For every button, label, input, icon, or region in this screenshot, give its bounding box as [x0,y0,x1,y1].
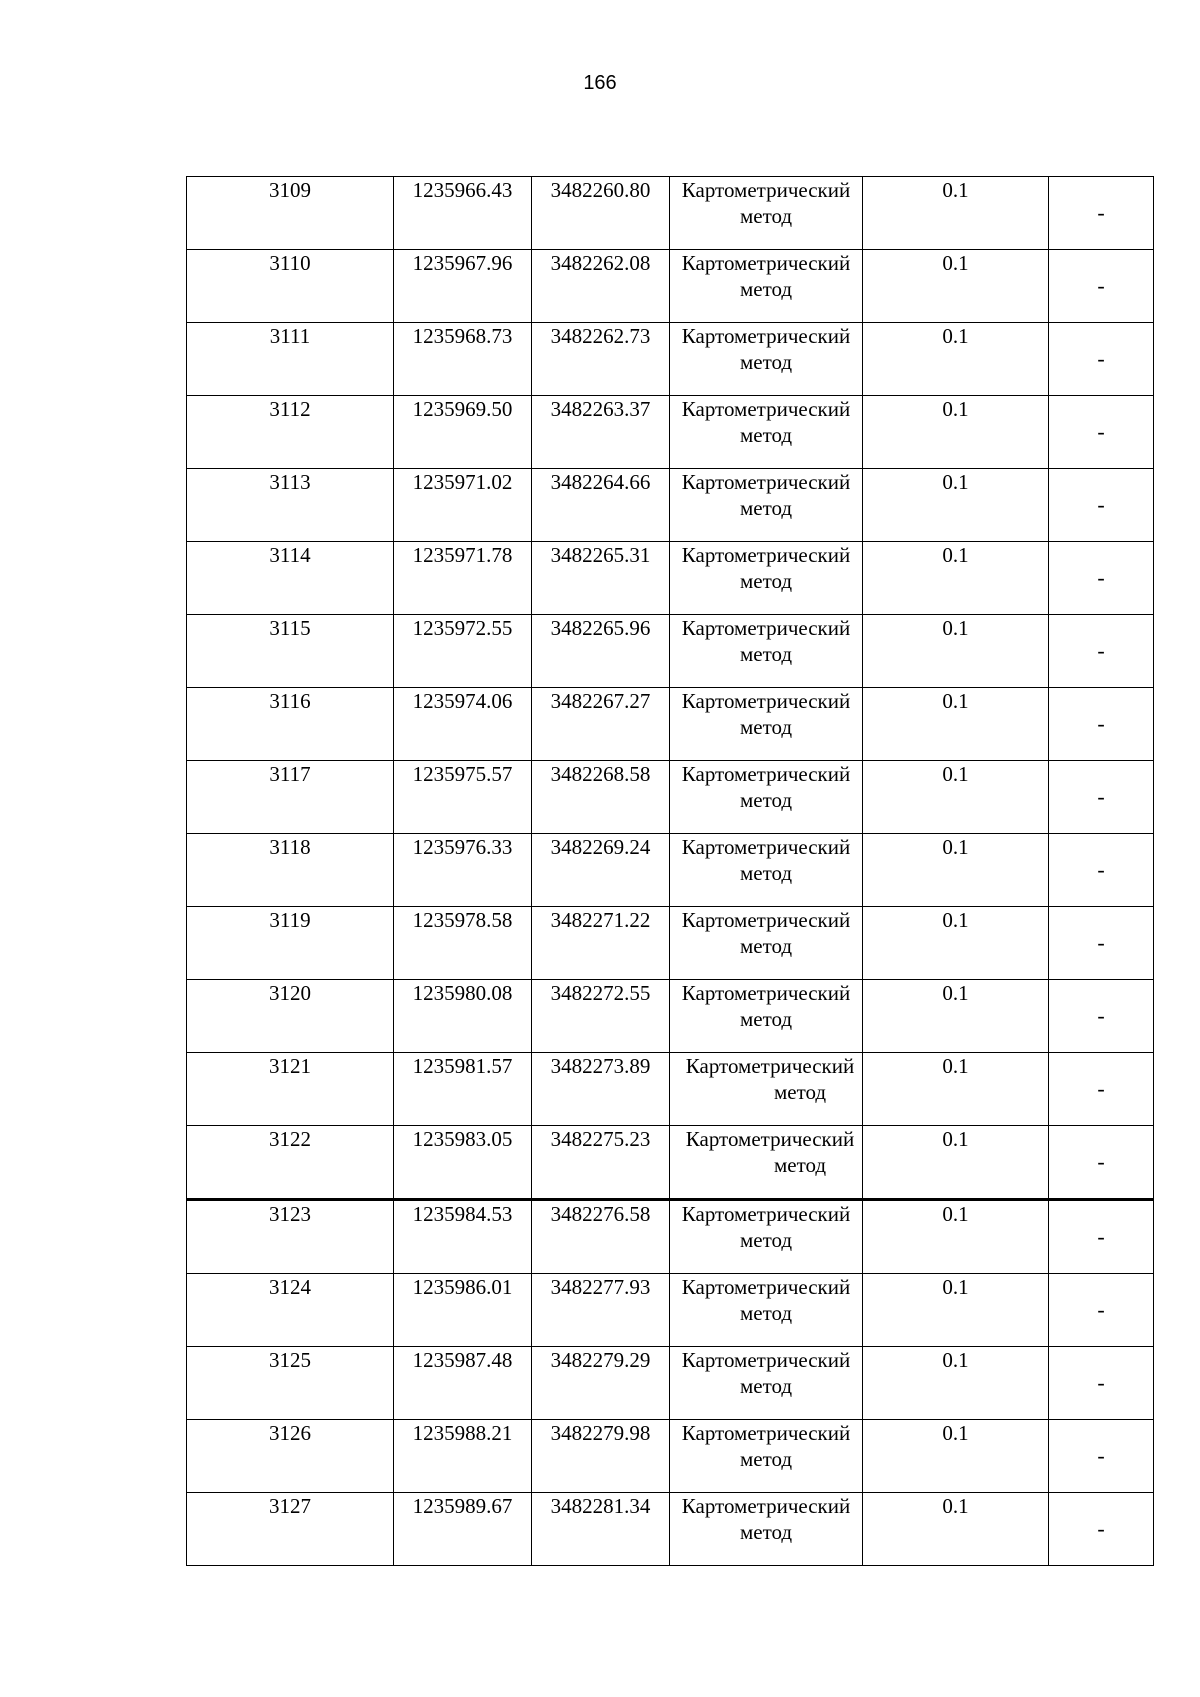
y-coordinate-cell: 3482262.08 [532,250,670,323]
accuracy-cell: 0.1 [863,177,1049,250]
accuracy-cell: 0.1 [863,1274,1049,1347]
method-cell [670,1200,863,1274]
method-line-2: метод [739,204,793,228]
point-number-cell: 3118 [187,834,394,907]
method-line-1: Картометрический [681,762,851,786]
point-number-cell: 3122 [187,1126,394,1200]
point-number-cell: 3125 [187,1347,394,1420]
description-cell: - [1049,980,1154,1053]
y-coordinate-cell: 3482265.31 [532,542,670,615]
method-cell [670,1493,863,1566]
method-line-1: Картометрический [681,689,851,713]
point-number-cell: 3111 [187,323,394,396]
accuracy-cell: 0.1 [863,1493,1049,1566]
point-number-cell: 3113 [187,469,394,542]
accuracy-cell: 0.1 [863,469,1049,542]
y-coordinate-cell: 3482275.23 [532,1126,670,1200]
method-cell [670,761,863,834]
description-cell: - [1049,761,1154,834]
method-line-1: Картометрический [685,1054,855,1078]
x-coordinate-cell: 1235967.96 [394,250,532,323]
description-cell: - [1049,907,1154,980]
method-cell [670,469,863,542]
table-row [187,615,1154,688]
method-line-1: Картометрический [681,470,851,494]
method-cell [670,177,863,250]
y-coordinate-cell: 3482272.55 [532,980,670,1053]
table-row [187,323,1154,396]
coordinates-table-body [187,177,1154,1566]
accuracy-cell: 0.1 [863,1347,1049,1420]
point-number-cell: 3117 [187,761,394,834]
method-line-1: Картометрический [681,1348,851,1372]
method-line-2: метод [739,496,793,520]
point-number-cell: 3119 [187,907,394,980]
accuracy-cell: 0.1 [863,1200,1049,1274]
accuracy-cell: 0.1 [863,834,1049,907]
method-line-2: метод [739,788,793,812]
table-row [187,542,1154,615]
description-cell: - [1049,396,1154,469]
point-number-cell: 3109 [187,177,394,250]
method-line-2: метод [739,1520,793,1544]
y-coordinate-cell: 3482264.66 [532,469,670,542]
method-cell [670,980,863,1053]
table-row [187,1200,1154,1274]
description-cell: - [1049,1420,1154,1493]
point-number-cell: 3126 [187,1420,394,1493]
accuracy-cell: 0.1 [863,1126,1049,1200]
description-cell: - [1049,469,1154,542]
accuracy-cell: 0.1 [863,323,1049,396]
table-row [187,1053,1154,1126]
y-coordinate-cell: 3482260.80 [532,177,670,250]
method-cell [670,1274,863,1347]
accuracy-cell: 0.1 [863,1420,1049,1493]
point-number-cell: 3110 [187,250,394,323]
table-row [187,1274,1154,1347]
x-coordinate-cell: 1235968.73 [394,323,532,396]
x-coordinate-cell: 1235986.01 [394,1274,532,1347]
method-cell [670,396,863,469]
description-cell: - [1049,1493,1154,1566]
accuracy-cell: 0.1 [863,688,1049,761]
x-coordinate-cell: 1235987.48 [394,1347,532,1420]
method-cell [670,907,863,980]
table-row [187,688,1154,761]
method-cell [670,1347,863,1420]
method-line-2: метод [739,1301,793,1325]
description-cell: - [1049,1274,1154,1347]
table-row [187,1420,1154,1493]
method-line-1: Картометрический [681,1421,851,1445]
y-coordinate-cell: 3482273.89 [532,1053,670,1126]
method-cell [670,688,863,761]
description-cell: - [1049,1200,1154,1274]
method-line-2: метод [739,642,793,666]
y-coordinate-cell: 3482263.37 [532,396,670,469]
x-coordinate-cell: 1235983.05 [394,1126,532,1200]
y-coordinate-cell: 3482281.34 [532,1493,670,1566]
table-row [187,1347,1154,1420]
point-number-cell: 3120 [187,980,394,1053]
x-coordinate-cell: 1235981.57 [394,1053,532,1126]
method-line-1: Картометрический [681,251,851,275]
table-row [187,834,1154,907]
description-cell: - [1049,834,1154,907]
accuracy-cell: 0.1 [863,907,1049,980]
x-coordinate-cell: 1235980.08 [394,980,532,1053]
method-line-2: метод [739,1374,793,1398]
accuracy-cell: 0.1 [863,542,1049,615]
description-cell: - [1049,542,1154,615]
method-line-2: метод [739,715,793,739]
method-line-1: Картометрический [681,908,851,932]
x-coordinate-cell: 1235969.50 [394,396,532,469]
method-line-2: метод [739,350,793,374]
method-line-1: Картометрический [681,981,851,1005]
y-coordinate-cell: 3482267.27 [532,688,670,761]
y-coordinate-cell: 3482262.73 [532,323,670,396]
accuracy-cell: 0.1 [863,250,1049,323]
description-cell: - [1049,323,1154,396]
table-row [187,469,1154,542]
y-coordinate-cell: 3482276.58 [532,1200,670,1274]
point-number-cell: 3115 [187,615,394,688]
table-row [187,907,1154,980]
x-coordinate-cell: 1235984.53 [394,1200,532,1274]
description-cell: - [1049,1053,1154,1126]
table-row [187,1126,1154,1200]
y-coordinate-cell: 3482279.29 [532,1347,670,1420]
x-coordinate-cell: 1235971.02 [394,469,532,542]
description-cell: - [1049,250,1154,323]
point-number-cell: 3121 [187,1053,394,1126]
accuracy-cell: 0.1 [863,1053,1049,1126]
x-coordinate-cell: 1235975.57 [394,761,532,834]
method-line-2: метод [739,861,793,885]
table-row [187,1493,1154,1566]
point-number-cell: 3124 [187,1274,394,1347]
point-number-cell: 3123 [187,1200,394,1274]
x-coordinate-cell: 1235972.55 [394,615,532,688]
method-line-2: метод [773,1153,827,1177]
method-line-2: метод [773,1080,827,1104]
method-line-1: Картометрический [681,397,851,421]
description-cell: - [1049,688,1154,761]
point-number-cell: 3127 [187,1493,394,1566]
method-cell [670,834,863,907]
accuracy-cell: 0.1 [863,396,1049,469]
method-line-1: Картометрический [681,178,851,202]
method-cell [670,1126,863,1200]
method-line-1: Картометрический [681,1202,851,1226]
method-line-2: метод [739,423,793,447]
x-coordinate-cell: 1235974.06 [394,688,532,761]
point-number-cell: 3116 [187,688,394,761]
x-coordinate-cell: 1235988.21 [394,1420,532,1493]
table-row [187,250,1154,323]
x-coordinate-cell: 1235976.33 [394,834,532,907]
y-coordinate-cell: 3482271.22 [532,907,670,980]
method-line-1: Картометрический [681,1494,851,1518]
y-coordinate-cell: 3482279.98 [532,1420,670,1493]
accuracy-cell: 0.1 [863,980,1049,1053]
table-row [187,761,1154,834]
description-cell: - [1049,1347,1154,1420]
method-cell [670,250,863,323]
method-line-1: Картометрический [681,616,851,640]
description-cell: - [1049,615,1154,688]
coordinates-table [186,176,1154,1566]
method-cell [670,542,863,615]
method-line-1: Картометрический [685,1127,855,1151]
x-coordinate-cell: 1235989.67 [394,1493,532,1566]
method-line-2: метод [739,934,793,958]
method-line-1: Картометрический [681,835,851,859]
table-row [187,980,1154,1053]
point-number-cell: 3112 [187,396,394,469]
description-cell: - [1049,177,1154,250]
y-coordinate-cell: 3482265.96 [532,615,670,688]
x-coordinate-cell: 1235966.43 [394,177,532,250]
method-cell [670,323,863,396]
y-coordinate-cell: 3482277.93 [532,1274,670,1347]
method-line-1: Картометрический [681,1275,851,1299]
accuracy-cell: 0.1 [863,761,1049,834]
method-line-2: метод [739,1447,793,1471]
method-cell [670,1420,863,1493]
method-cell [670,615,863,688]
y-coordinate-cell: 3482269.24 [532,834,670,907]
point-number-cell: 3114 [187,542,394,615]
method-cell [670,1053,863,1126]
method-line-2: метод [739,1007,793,1031]
description-cell: - [1049,1126,1154,1200]
table-row [187,177,1154,250]
method-line-1: Картометрический [681,324,851,348]
y-coordinate-cell: 3482268.58 [532,761,670,834]
page-number: 166 [583,72,617,94]
x-coordinate-cell: 1235978.58 [394,907,532,980]
method-line-2: метод [739,277,793,301]
x-coordinate-cell: 1235971.78 [394,542,532,615]
accuracy-cell: 0.1 [863,615,1049,688]
method-line-2: метод [739,1228,793,1252]
method-line-2: метод [739,569,793,593]
table-row [187,396,1154,469]
method-line-1: Картометрический [681,543,851,567]
